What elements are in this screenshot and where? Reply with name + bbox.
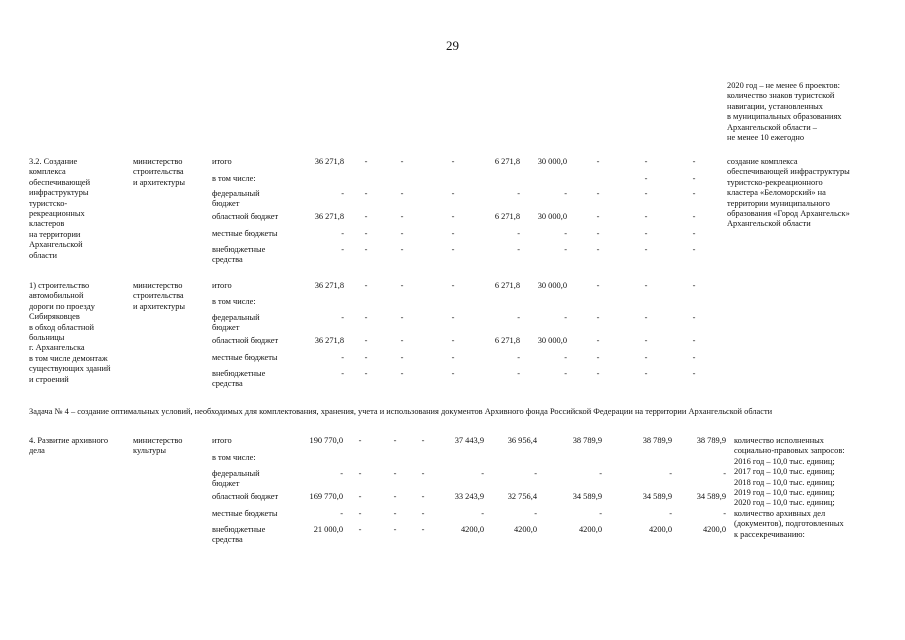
value-cell: -	[400, 369, 404, 378]
value-cell: -	[517, 189, 520, 198]
result-line: количество исполненных	[734, 436, 824, 445]
result-line: обеспечивающей инфраструктуры	[727, 167, 850, 177]
value-cell: -	[400, 189, 404, 198]
value-cell: -	[364, 229, 368, 238]
value-cell: -	[534, 509, 537, 518]
item-name-line: в том числе демонтаж	[29, 353, 108, 363]
result-line: кластера «Беломорский» на	[727, 188, 826, 198]
value-cell: -	[364, 189, 368, 198]
value-cell: -	[400, 313, 404, 322]
value-cell: -	[393, 492, 397, 501]
value-cell: -	[692, 229, 696, 238]
value-cell: 30 000,0	[537, 157, 567, 166]
result-line: 2020 год – 10,0 тыс. единиц;	[734, 498, 835, 508]
executor-line: строительства	[133, 291, 184, 301]
value-cell: -	[596, 313, 600, 322]
value-cell: -	[400, 281, 404, 290]
value-cell: -	[644, 336, 648, 345]
value-cell: 37 443,9	[454, 436, 484, 445]
value-cell: -	[341, 369, 344, 378]
source-label: в том числе:	[212, 174, 256, 183]
result-line: 2017 год – 10,0 тыс. единиц;	[734, 467, 835, 477]
value-cell: -	[364, 212, 368, 221]
value-cell: -	[723, 509, 726, 518]
value-cell: -	[644, 281, 648, 290]
source-label: бюджет	[212, 199, 240, 209]
value-cell: -	[364, 369, 368, 378]
source-label: местные бюджеты	[212, 353, 278, 362]
source-label: внебюджетные	[212, 369, 266, 378]
value-cell: 32 756,4	[507, 492, 537, 501]
result-line: 2016 год – 10,0 тыс. единиц;	[734, 456, 835, 466]
value-cell: -	[644, 313, 648, 322]
item-name-line: рекреационных	[29, 209, 85, 218]
executor-line: культуры	[133, 446, 166, 456]
value-cell: -	[596, 229, 600, 238]
item-name-line: в обход областной	[29, 322, 95, 332]
value-cell: -	[692, 189, 696, 198]
value-cell: -	[692, 281, 696, 290]
value-cell: -	[451, 313, 455, 322]
value-cell: 34 589,9	[696, 492, 726, 501]
item-name-line: 4. Развитие архивного	[29, 436, 109, 445]
value-cell: 6 271,8	[494, 157, 520, 166]
value-cell: -	[400, 229, 404, 238]
value-cell: 6 271,8	[494, 212, 520, 221]
value-cell: 4200,0	[578, 525, 602, 534]
value-cell: -	[644, 212, 648, 221]
value-cell: 190 770,0	[309, 436, 343, 445]
value-cell: -	[451, 336, 455, 345]
value-cell: -	[517, 229, 520, 238]
value-cell: -	[364, 281, 368, 290]
result-line: образования «Город Архангельск»	[727, 209, 850, 218]
value-cell: -	[393, 509, 397, 518]
value-cell: -	[644, 353, 648, 362]
source-label: федеральный	[212, 313, 260, 322]
value-cell: -	[421, 492, 425, 501]
value-cell: -	[564, 353, 567, 362]
source-label: итого	[212, 157, 232, 166]
executor-line: строительства	[133, 167, 184, 177]
item-name-line: существующих зданий	[29, 364, 111, 374]
value-cell: -	[451, 212, 455, 221]
value-cell: -	[596, 245, 600, 254]
value-cell: 4200,0	[702, 525, 726, 534]
result-line: количество архивных дел	[734, 508, 826, 518]
item-name-line: и строений	[29, 374, 69, 384]
value-cell: 169 770,0	[309, 492, 343, 501]
value-cell: -	[517, 353, 520, 362]
value-cell: -	[400, 353, 404, 362]
value-cell: -	[341, 189, 344, 198]
value-cell: -	[644, 157, 648, 166]
source-label: местные бюджеты	[212, 509, 278, 518]
value-cell: -	[451, 245, 455, 254]
value-cell: -	[358, 469, 362, 478]
value-cell: 30 000,0	[537, 281, 567, 290]
value-cell: -	[451, 229, 455, 238]
value-cell: -	[596, 189, 600, 198]
value-cell: -	[517, 313, 520, 322]
source-label: в том числе:	[212, 453, 256, 462]
item-name-line: кластеров	[29, 219, 65, 229]
value-cell: 4200,0	[648, 525, 672, 534]
value-cell: -	[451, 281, 455, 290]
value-cell: -	[534, 469, 537, 478]
value-cell: -	[644, 174, 648, 183]
value-cell: -	[692, 157, 696, 166]
value-cell: -	[669, 509, 672, 518]
value-cell: 36 956,4	[507, 436, 537, 445]
value-cell: -	[340, 469, 343, 478]
value-cell: 21 000,0	[313, 525, 343, 534]
value-cell: -	[644, 369, 648, 378]
executor-line: министерство	[133, 436, 183, 445]
value-cell: -	[421, 525, 425, 534]
item-name-line: Архангельской	[29, 240, 83, 250]
top-note-line: Архангельской области –	[727, 122, 817, 132]
value-cell: -	[451, 189, 455, 198]
top-note-line: не менее 10 ежегодно	[727, 133, 805, 142]
value-cell: -	[341, 353, 344, 362]
value-cell: -	[364, 313, 368, 322]
value-cell: 4200,0	[460, 525, 484, 534]
source-label: внебюджетные	[212, 525, 266, 534]
value-cell: -	[341, 245, 344, 254]
value-cell: 6 271,8	[494, 281, 520, 290]
value-cell: -	[564, 245, 567, 254]
value-cell: 34 589,9	[572, 492, 602, 501]
value-cell: -	[596, 281, 600, 290]
value-cell: -	[517, 245, 520, 254]
source-label: средства	[212, 535, 243, 545]
value-cell: 4200,0	[513, 525, 537, 534]
item-name-line: дела	[29, 446, 45, 456]
value-cell: -	[517, 369, 520, 378]
top-note-line: навигации, установленных	[727, 101, 823, 111]
value-cell: -	[451, 157, 455, 166]
value-cell: -	[669, 469, 672, 478]
value-cell: -	[644, 229, 648, 238]
value-cell: 36 271,8	[314, 281, 344, 290]
value-cell: -	[481, 469, 484, 478]
source-label: федеральный	[212, 469, 260, 478]
value-cell: -	[451, 353, 455, 362]
value-cell: -	[599, 469, 602, 478]
result-line: 2018 год – 10,0 тыс. единиц;	[734, 477, 835, 487]
value-cell: 38 789,9	[572, 436, 602, 445]
value-cell: -	[364, 245, 368, 254]
value-cell: -	[341, 229, 344, 238]
value-cell: -	[400, 157, 404, 166]
value-cell: -	[644, 189, 648, 198]
item-name-line: комплекса	[29, 167, 66, 177]
result-line: социально-правовых запросов:	[734, 446, 845, 456]
value-cell: -	[400, 336, 404, 345]
source-label: бюджет	[212, 323, 240, 333]
value-cell: -	[421, 469, 425, 478]
executor-line: и архитектуры	[133, 177, 186, 187]
source-label: итого	[212, 281, 232, 290]
item-name-line: на территории	[29, 229, 81, 239]
item-name-line: Сибиряковцев	[29, 312, 80, 322]
value-cell: -	[596, 353, 600, 362]
value-cell: -	[564, 229, 567, 238]
value-cell: -	[596, 212, 600, 221]
value-cell: 38 789,9	[696, 436, 726, 445]
source-label: областной бюджет	[212, 492, 279, 501]
value-cell: -	[364, 353, 368, 362]
executor-line: министерство	[133, 157, 183, 166]
value-cell: -	[340, 509, 343, 518]
item-name-line: 3.2. Создание	[29, 157, 78, 166]
source-label: средства	[212, 255, 243, 265]
value-cell: -	[692, 245, 696, 254]
page-number: 29	[446, 38, 459, 53]
item-name-line: инфраструктуры	[29, 188, 89, 198]
top-note-line: количество знаков туристской	[727, 91, 835, 101]
value-cell: 36 271,8	[314, 212, 344, 221]
executor-line: министерство	[133, 281, 183, 290]
value-cell: -	[451, 369, 455, 378]
result-line: (документов), подготовленных	[734, 519, 844, 529]
value-cell: -	[358, 525, 362, 534]
item-name-line: автомобильной	[29, 291, 84, 301]
value-cell: -	[599, 509, 602, 518]
item-name-line: области	[29, 250, 57, 260]
value-cell: -	[393, 469, 397, 478]
value-cell: 30 000,0	[537, 336, 567, 345]
value-cell: -	[421, 436, 425, 445]
result-line: создание комплекса	[727, 157, 798, 166]
source-label: средства	[212, 379, 243, 389]
value-cell: -	[564, 313, 567, 322]
source-label: бюджет	[212, 479, 240, 489]
value-cell: -	[358, 509, 362, 518]
value-cell: -	[596, 369, 600, 378]
source-label: областной бюджет	[212, 212, 279, 221]
value-cell: 6 271,8	[494, 336, 520, 345]
value-cell: 30 000,0	[537, 212, 567, 221]
value-cell: 36 271,8	[314, 336, 344, 345]
value-cell: -	[692, 313, 696, 322]
value-cell: -	[364, 336, 368, 345]
source-label: в том числе:	[212, 297, 256, 306]
source-label: областной бюджет	[212, 336, 279, 345]
result-line: к рассекречиванию:	[734, 529, 805, 539]
result-line: Архангельской области	[727, 219, 811, 229]
value-cell: -	[596, 336, 600, 345]
value-cell: -	[358, 436, 362, 445]
source-label: местные бюджеты	[212, 229, 278, 238]
value-cell: -	[421, 509, 425, 518]
value-cell: -	[564, 189, 567, 198]
value-cell: -	[644, 245, 648, 254]
value-cell: 38 789,9	[642, 436, 672, 445]
result-line: 2019 год – 10,0 тыс. единиц;	[734, 488, 835, 497]
item-name-line: обеспечивающей	[29, 177, 91, 187]
task-heading: Задача № 4 – создание оптимальных условий, необходимых для комплектования, хранения, учета и использования документов Архивного фонда Российской Федерации на территории Архангельской области	[29, 407, 773, 416]
value-cell: 33 243,9	[454, 492, 484, 501]
value-cell: -	[341, 313, 344, 322]
item-name-line: туристско-	[29, 198, 68, 208]
source-label: внебюджетные	[212, 245, 266, 254]
value-cell: 36 271,8	[314, 157, 344, 166]
value-cell: -	[364, 157, 368, 166]
value-cell: -	[393, 525, 397, 534]
source-label: федеральный	[212, 189, 260, 198]
value-cell: -	[400, 245, 404, 254]
item-name-line: г. Архангельска	[29, 343, 85, 353]
value-cell: -	[400, 212, 404, 221]
value-cell: -	[596, 157, 600, 166]
value-cell: -	[723, 469, 726, 478]
value-cell: -	[358, 492, 362, 501]
top-note-line: в муниципальных образованиях	[727, 112, 842, 122]
item-name-line: дороги по проезду	[29, 301, 95, 311]
item-name-line: 1) строительство	[29, 281, 90, 290]
value-cell: -	[481, 509, 484, 518]
value-cell: -	[393, 436, 397, 445]
item-name-line: больницы	[29, 333, 65, 342]
value-cell: -	[692, 174, 696, 183]
value-cell: -	[564, 369, 567, 378]
result-line: туристско-рекреационного	[727, 177, 823, 187]
source-label: итого	[212, 436, 232, 445]
value-cell: -	[692, 353, 696, 362]
value-cell: 34 589,9	[642, 492, 672, 501]
value-cell: -	[692, 336, 696, 345]
value-cell: -	[692, 369, 696, 378]
result-line: территории муниципального	[727, 198, 830, 208]
value-cell: -	[692, 212, 696, 221]
top-note-line: 2020 год – не менее 6 проектов:	[727, 81, 840, 90]
executor-line: и архитектуры	[133, 301, 186, 311]
